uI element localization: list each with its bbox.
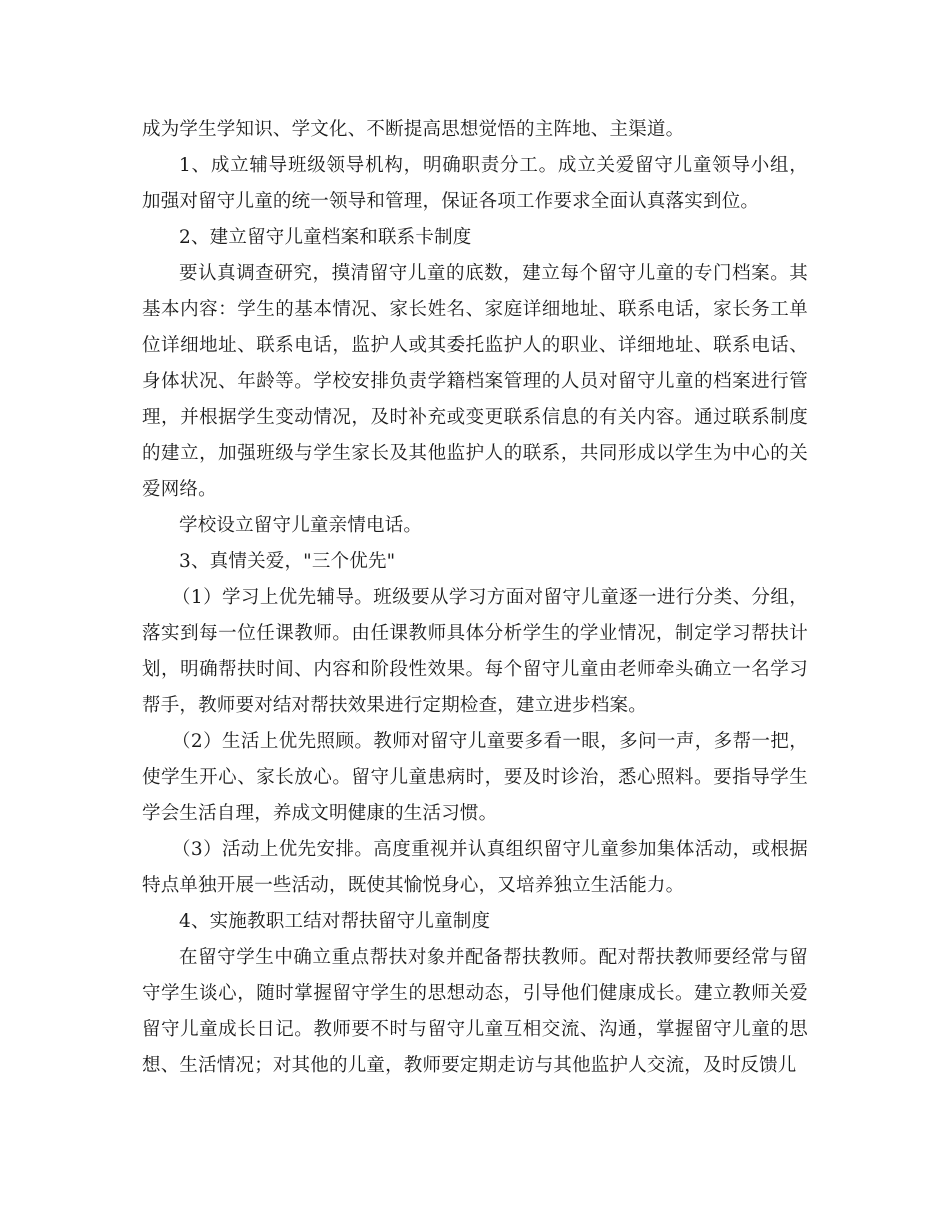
paragraph-2: 1、成立辅导班级领导机构，明确职责分工。成立关爱留守儿童领导小组，加强对留守儿童的统一领导和管理，保证各项工作要求全面认真落实到位。	[142, 155, 808, 212]
paragraph-1: 成为学生学知识、学文化、不断提高思想觉悟的主阵地、主渠道。	[142, 119, 685, 140]
paragraph-8: （2）生活上优先照顾。教师对留守儿童要多看一眼，多问一声，多帮一把，使学生开心、家长放心。留守儿童患病时，要及时诊治，悉心照料。要指导学生学会生活自理，养成文明健康的生活习惯。	[142, 731, 808, 824]
paragraph-4: 要认真调查研究，摸清留守儿童的底数，建立每个留守儿童的专门档案。其基本内容：学生的基本情况、家长姓名、家庭详细地址、联系电话，家长务工单位详细地址、联系电话，监护人或其委托监护人的职业、详细地址、联系电话、身体状况、年龄等。学校安排负责学籍档案管理的人员对留守儿童的档案进行管理，并根据学生变动情况，及时补充或变更联系信息的有关内容。通过联系制度的建立，加强班级与学生家长及其他监护人的联系，共同形成以学生为中心的关爱网络。	[142, 263, 808, 500]
section-heading-3: 3、真情关爱，"三个优先"	[179, 551, 396, 572]
section-heading-4: 4、实施教职工结对帮扶留守儿童制度	[179, 911, 491, 932]
paragraph-9: （3）活动上优先安排。高度重视并认真组织留守儿童参加集体活动，或根据特点单独开展一些活动，既使其愉悦身心，又培养独立生活能力。	[142, 839, 808, 896]
paragraph-5: 学校设立留守儿童亲情电话。	[179, 515, 423, 536]
section-heading-2: 2、建立留守儿童档案和联系卡制度	[179, 227, 472, 248]
document-page	[142, 112, 808, 1084]
paragraph-11: 在留守学生中确立重点帮扶对象并配备帮扶教师。配对帮扶教师要经常与留守学生谈心，随时掌握留守学生的思想动态，引导他们健康成长。建立教师关爱留守儿童成长日记。教师要不时与留守儿童互相交流、沟通，掌握留守儿童的思想、生活情况；对其他的儿童，教师要定期走访与其他监护人交流，及时反馈儿	[142, 947, 808, 1076]
paragraph-7: （1）学习上优先辅导。班级要从学习方面对留守儿童逐一进行分类、分组，落实到每一位任课教师。由任课教师具体分析学生的学业情况，制定学习帮扶计划，明确帮扶时间、内容和阶段性效果。每个留守儿童由老师牵头确立一名学习帮手，教师要对结对帮扶效果进行定期检查，建立进步档案。	[142, 587, 808, 716]
